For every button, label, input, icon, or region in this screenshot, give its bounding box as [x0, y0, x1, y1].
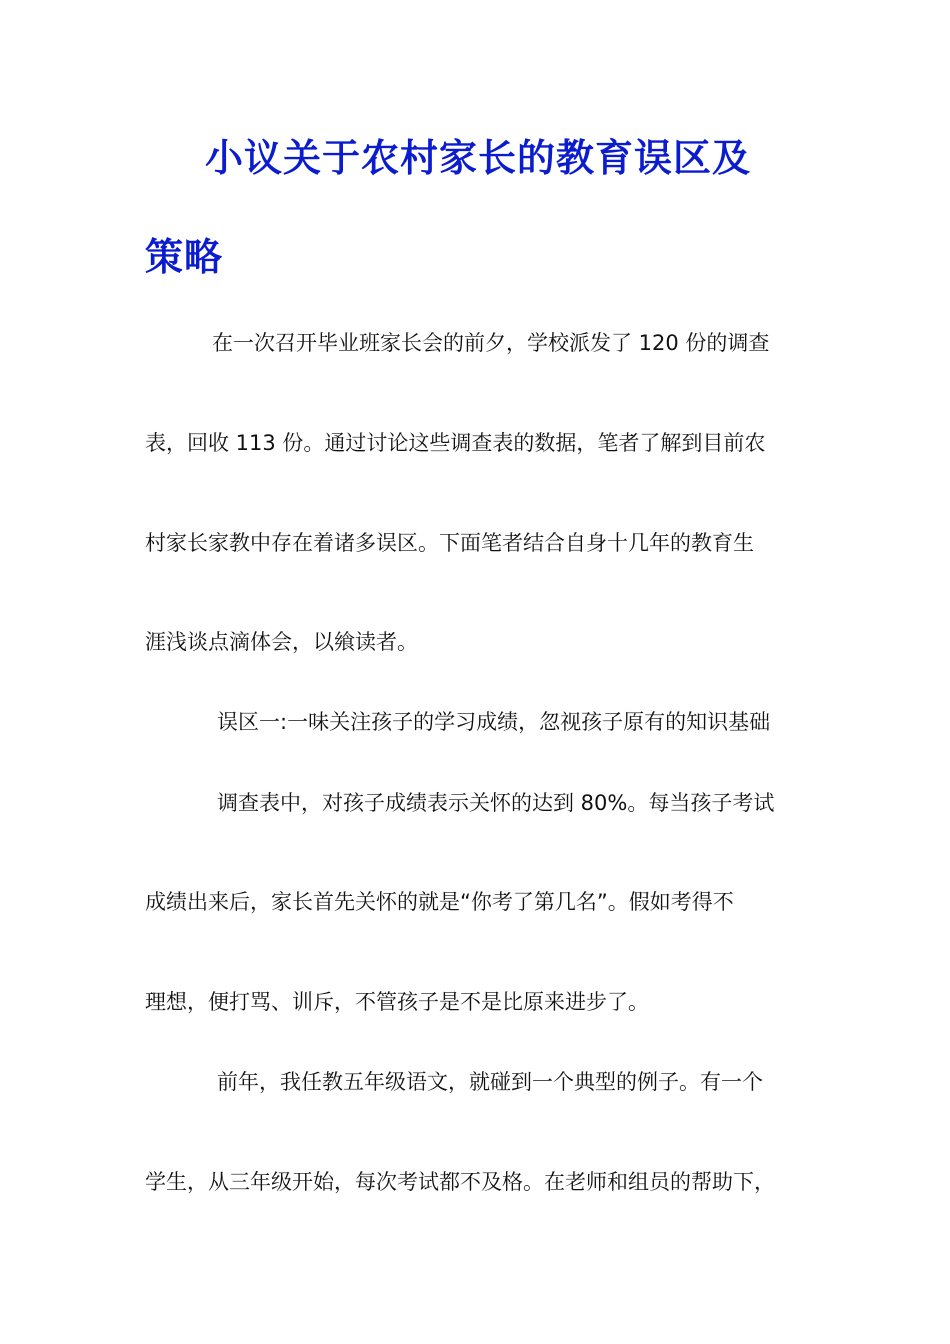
body-text-line: 村家长家教中存在着诸多误区。下面笔者结合自身十几年的教育生 — [145, 531, 754, 555]
body-text-line: 误区一:一味关注孩子的学习成绩，忽视孩子原有的知识基础 — [217, 710, 771, 734]
body-text-line: 调查表中，对孩子成绩表示关怀的达到 80%。每当孩子考试 — [217, 791, 775, 815]
body-text-line: 在一次召开毕业班家长会的前夕，学校派发了 120 份的调查 — [212, 331, 770, 355]
body-text-line: 成绩出来后，家长首先关怀的就是“你考了第几名”。假如考得不 — [145, 890, 734, 914]
body-text-line: 理想，便打骂、训斥，不管孩子是不是比原来进步了。 — [145, 990, 649, 1014]
body-text-line: 前年，我任教五年级语文，就碰到一个典型的例子。有一个 — [217, 1070, 763, 1094]
body-text-line: 涯浅谈点滴体会，以飨读者。 — [145, 630, 418, 654]
document-title-line-1: 小议关于农村家长的教育误区及 — [205, 135, 752, 180]
document-title-line-2: 策略 — [145, 234, 224, 279]
body-text-line: 表，回收 113 份。通过讨论这些调查表的数据，笔者了解到目前农 — [145, 431, 766, 455]
body-text-line: 学生，从三年级开始，每次考试都不及格。在老师和组员的帮助下， — [145, 1170, 775, 1194]
